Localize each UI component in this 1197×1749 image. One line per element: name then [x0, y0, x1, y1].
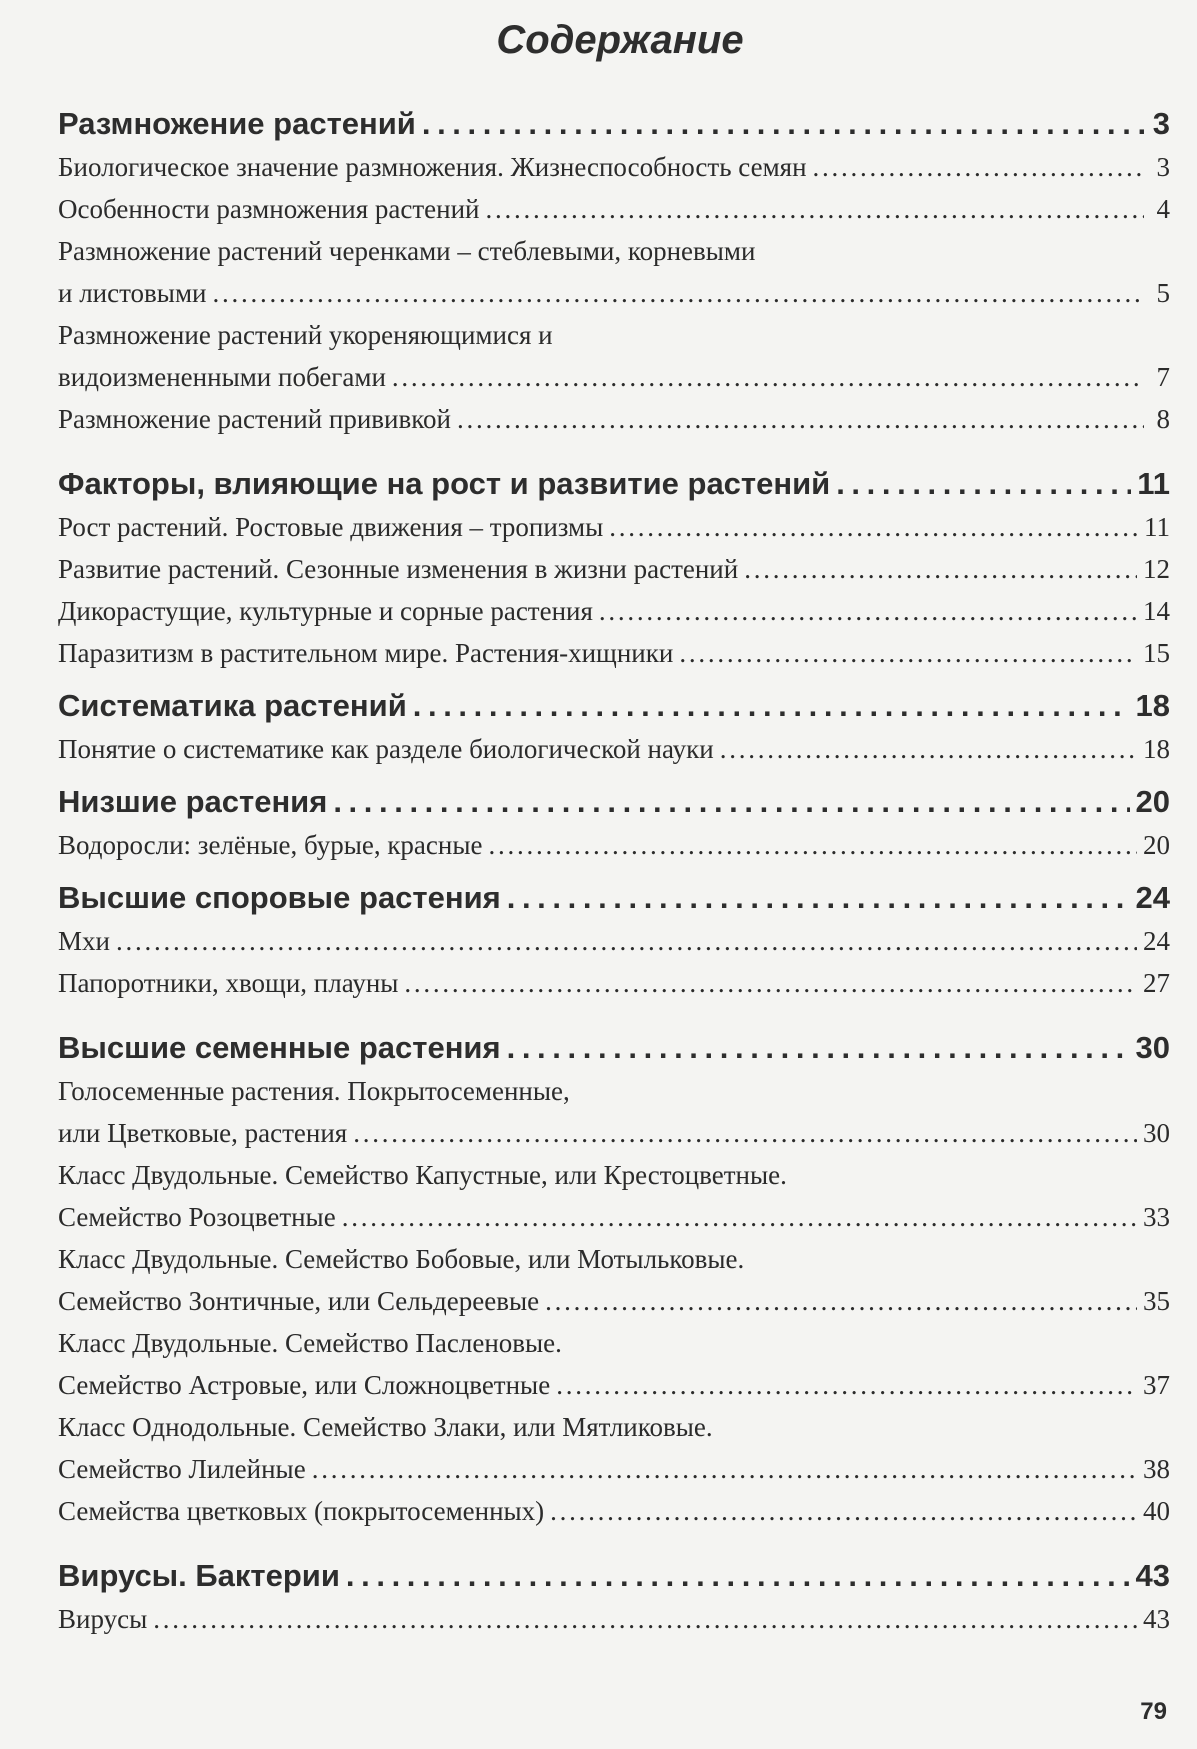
toc-entry[interactable] — [58, 506, 1170, 548]
entry-text: Понятие о систематике как разделе биологической науки — [58, 734, 714, 764]
dot-leader — [507, 1026, 1130, 1070]
dot-leader — [507, 876, 1130, 920]
entry-text-line1: Класс Двудольные. Семейство Бобовые, или Мотыльковые. — [58, 1244, 745, 1274]
entry-text-line1: Класс Двудольные. Семейство Капустные, или Крестоцветные. — [58, 1160, 787, 1190]
entry-page: 33 — [1143, 1202, 1170, 1232]
dot-leader — [212, 272, 1144, 314]
entry-text: Мхи — [58, 926, 110, 956]
section-title: Вирусы. Бактерии — [58, 1558, 340, 1593]
toc-entry-multiline[interactable] — [58, 1154, 1170, 1238]
dot-leader — [556, 1364, 1137, 1406]
toc-section — [58, 1026, 1170, 1532]
toc-entry[interactable] — [58, 728, 1170, 770]
dot-leader — [422, 102, 1144, 146]
toc-entry-multiline[interactable] — [58, 1322, 1170, 1406]
entry-text: Семейство Зонтичные, или Сельдереевые — [58, 1286, 540, 1316]
dot-leader — [609, 506, 1138, 548]
dot-leader — [550, 1490, 1137, 1532]
entry-page: 7 — [1156, 362, 1170, 392]
entry-page: 20 — [1143, 830, 1170, 860]
dot-leader — [457, 398, 1144, 440]
toc-section — [58, 462, 1170, 674]
entry-text: Паразитизм в растительном мире. Растения-хищники — [58, 638, 674, 668]
entry-text: или Цветковые, растения — [58, 1118, 348, 1148]
entry-page: 38 — [1143, 1454, 1170, 1484]
entry-page: 37 — [1143, 1370, 1170, 1400]
section-page: 30 — [1135, 1030, 1170, 1065]
toc-section — [58, 684, 1170, 770]
entry-page: 24 — [1143, 926, 1170, 956]
entry-text: Семейство Астровые, или Сложноцветные — [58, 1370, 551, 1400]
section-heading[interactable] — [58, 876, 1170, 920]
toc-entry[interactable] — [58, 1598, 1170, 1640]
entry-page: 30 — [1143, 1118, 1170, 1148]
dot-leader — [836, 462, 1131, 506]
section-heading[interactable] — [58, 1026, 1170, 1070]
entry-page: 35 — [1143, 1286, 1170, 1316]
dot-leader — [545, 1280, 1137, 1322]
dot-leader — [599, 590, 1137, 632]
entry-text: Развитие растений. Сезонные изменения в жизни растений — [58, 554, 739, 584]
dot-leader — [485, 188, 1144, 230]
section-title: Факторы, влияющие на рост и развитие растений — [58, 466, 831, 501]
section-title: Размножение растений — [58, 106, 416, 141]
dot-leader — [404, 962, 1137, 1004]
entry-text: Вирусы — [58, 1604, 148, 1634]
section-heading[interactable] — [58, 780, 1170, 824]
dot-leader — [353, 1112, 1137, 1154]
toc-section — [58, 780, 1170, 866]
entry-text-line1: Класс Двудольные. Семейство Пасленовые. — [58, 1328, 562, 1358]
section-heading[interactable] — [58, 1554, 1170, 1598]
toc-entry[interactable] — [58, 548, 1170, 590]
dot-leader — [488, 824, 1137, 866]
dot-leader — [679, 632, 1137, 674]
entry-text: Семейство Розоцветные — [58, 1202, 336, 1232]
entry-page: 3 — [1156, 152, 1170, 182]
dot-leader — [392, 356, 1144, 398]
entry-page: 11 — [1144, 512, 1170, 542]
entry-text: и листовыми — [58, 278, 207, 308]
toc-entry-multiline[interactable] — [58, 1406, 1170, 1490]
entry-text: Водоросли: зелёные, бурые, красные — [58, 830, 483, 860]
toc-entry[interactable] — [58, 590, 1170, 632]
entry-page: 5 — [1156, 278, 1170, 308]
section-page: 43 — [1135, 1558, 1170, 1593]
toc-section — [58, 876, 1170, 1004]
dot-leader — [720, 728, 1137, 770]
dot-leader — [346, 1554, 1130, 1598]
toc-section — [58, 1554, 1170, 1640]
section-page: 20 — [1135, 784, 1170, 819]
entry-text: Размножение растений прививкой — [58, 404, 451, 434]
entry-text: Особенности размножения растений — [58, 194, 480, 224]
dot-leader — [333, 780, 1129, 824]
entry-page: 12 — [1143, 554, 1170, 584]
toc-entry-multiline[interactable] — [58, 314, 1170, 398]
dot-leader — [342, 1196, 1137, 1238]
toc-entry[interactable] — [58, 824, 1170, 866]
dot-leader — [116, 920, 1137, 962]
toc-entry[interactable] — [58, 146, 1170, 188]
entry-text: Папоротники, хвощи, плауны — [58, 968, 399, 998]
entry-page: 14 — [1143, 596, 1170, 626]
section-page: 18 — [1135, 688, 1170, 723]
entry-page: 40 — [1143, 1496, 1170, 1526]
section-page: 3 — [1152, 106, 1170, 141]
entry-text: видоизмененными побегами — [58, 362, 386, 392]
entry-page: 8 — [1156, 404, 1170, 434]
section-title: Высшие семенные растения — [58, 1030, 501, 1065]
section-heading[interactable] — [58, 684, 1170, 728]
entry-text-line1: Голосеменные растения. Покрытосеменные, — [58, 1076, 570, 1106]
section-title: Систематика растений — [58, 688, 407, 723]
page-title: Содержание — [496, 18, 744, 62]
entry-page: 4 — [1156, 194, 1170, 224]
entry-text: Семейство Лилейные — [58, 1454, 306, 1484]
toc-entry[interactable] — [58, 1490, 1170, 1532]
toc-entry[interactable] — [58, 962, 1170, 1004]
section-heading[interactable] — [58, 102, 1170, 146]
entry-text: Рост растений. Ростовые движения – тропизмы — [58, 512, 604, 542]
section-page: 11 — [1137, 466, 1170, 501]
entry-text: Семейства цветковых (покрытосеменных) — [58, 1496, 545, 1526]
page-number: 79 — [1140, 1698, 1167, 1725]
entry-page: 27 — [1143, 968, 1170, 998]
toc-entry-multiline[interactable] — [58, 1070, 1170, 1154]
toc-entry[interactable] — [58, 188, 1170, 230]
dot-leader — [153, 1598, 1137, 1640]
toc-entry[interactable] — [58, 920, 1170, 962]
entry-text-line1: Размножение растений укореняющимися и — [58, 320, 553, 350]
dot-leader — [413, 684, 1130, 728]
section-heading[interactable] — [58, 462, 1170, 506]
section-title: Высшие споровые растения — [58, 880, 501, 915]
dot-leader — [813, 146, 1144, 188]
toc-entry-multiline[interactable] — [58, 1238, 1170, 1322]
entry-page: 43 — [1143, 1604, 1170, 1634]
toc-entry[interactable] — [58, 398, 1170, 440]
entry-page: 18 — [1143, 734, 1170, 764]
section-title: Низшие растения — [58, 784, 328, 819]
toc-entry[interactable] — [58, 632, 1170, 674]
entry-text: Дикорастущие, культурные и сорные растения — [58, 596, 593, 626]
toc-section — [58, 102, 1170, 440]
entry-text: Биологическое значение размножения. Жизнеспособность семян — [58, 152, 807, 182]
table-of-contents — [58, 102, 1170, 1650]
entry-page: 15 — [1143, 638, 1170, 668]
dot-leader — [312, 1448, 1137, 1490]
entry-text-line1: Класс Однодольные. Семейство Злаки, или Мятликовые. — [58, 1412, 713, 1442]
toc-entry-multiline[interactable] — [58, 230, 1170, 314]
section-page: 24 — [1135, 880, 1170, 915]
dot-leader — [744, 548, 1137, 590]
entry-text-line1: Размножение растений черенками – стеблевыми, корневыми — [58, 236, 756, 266]
